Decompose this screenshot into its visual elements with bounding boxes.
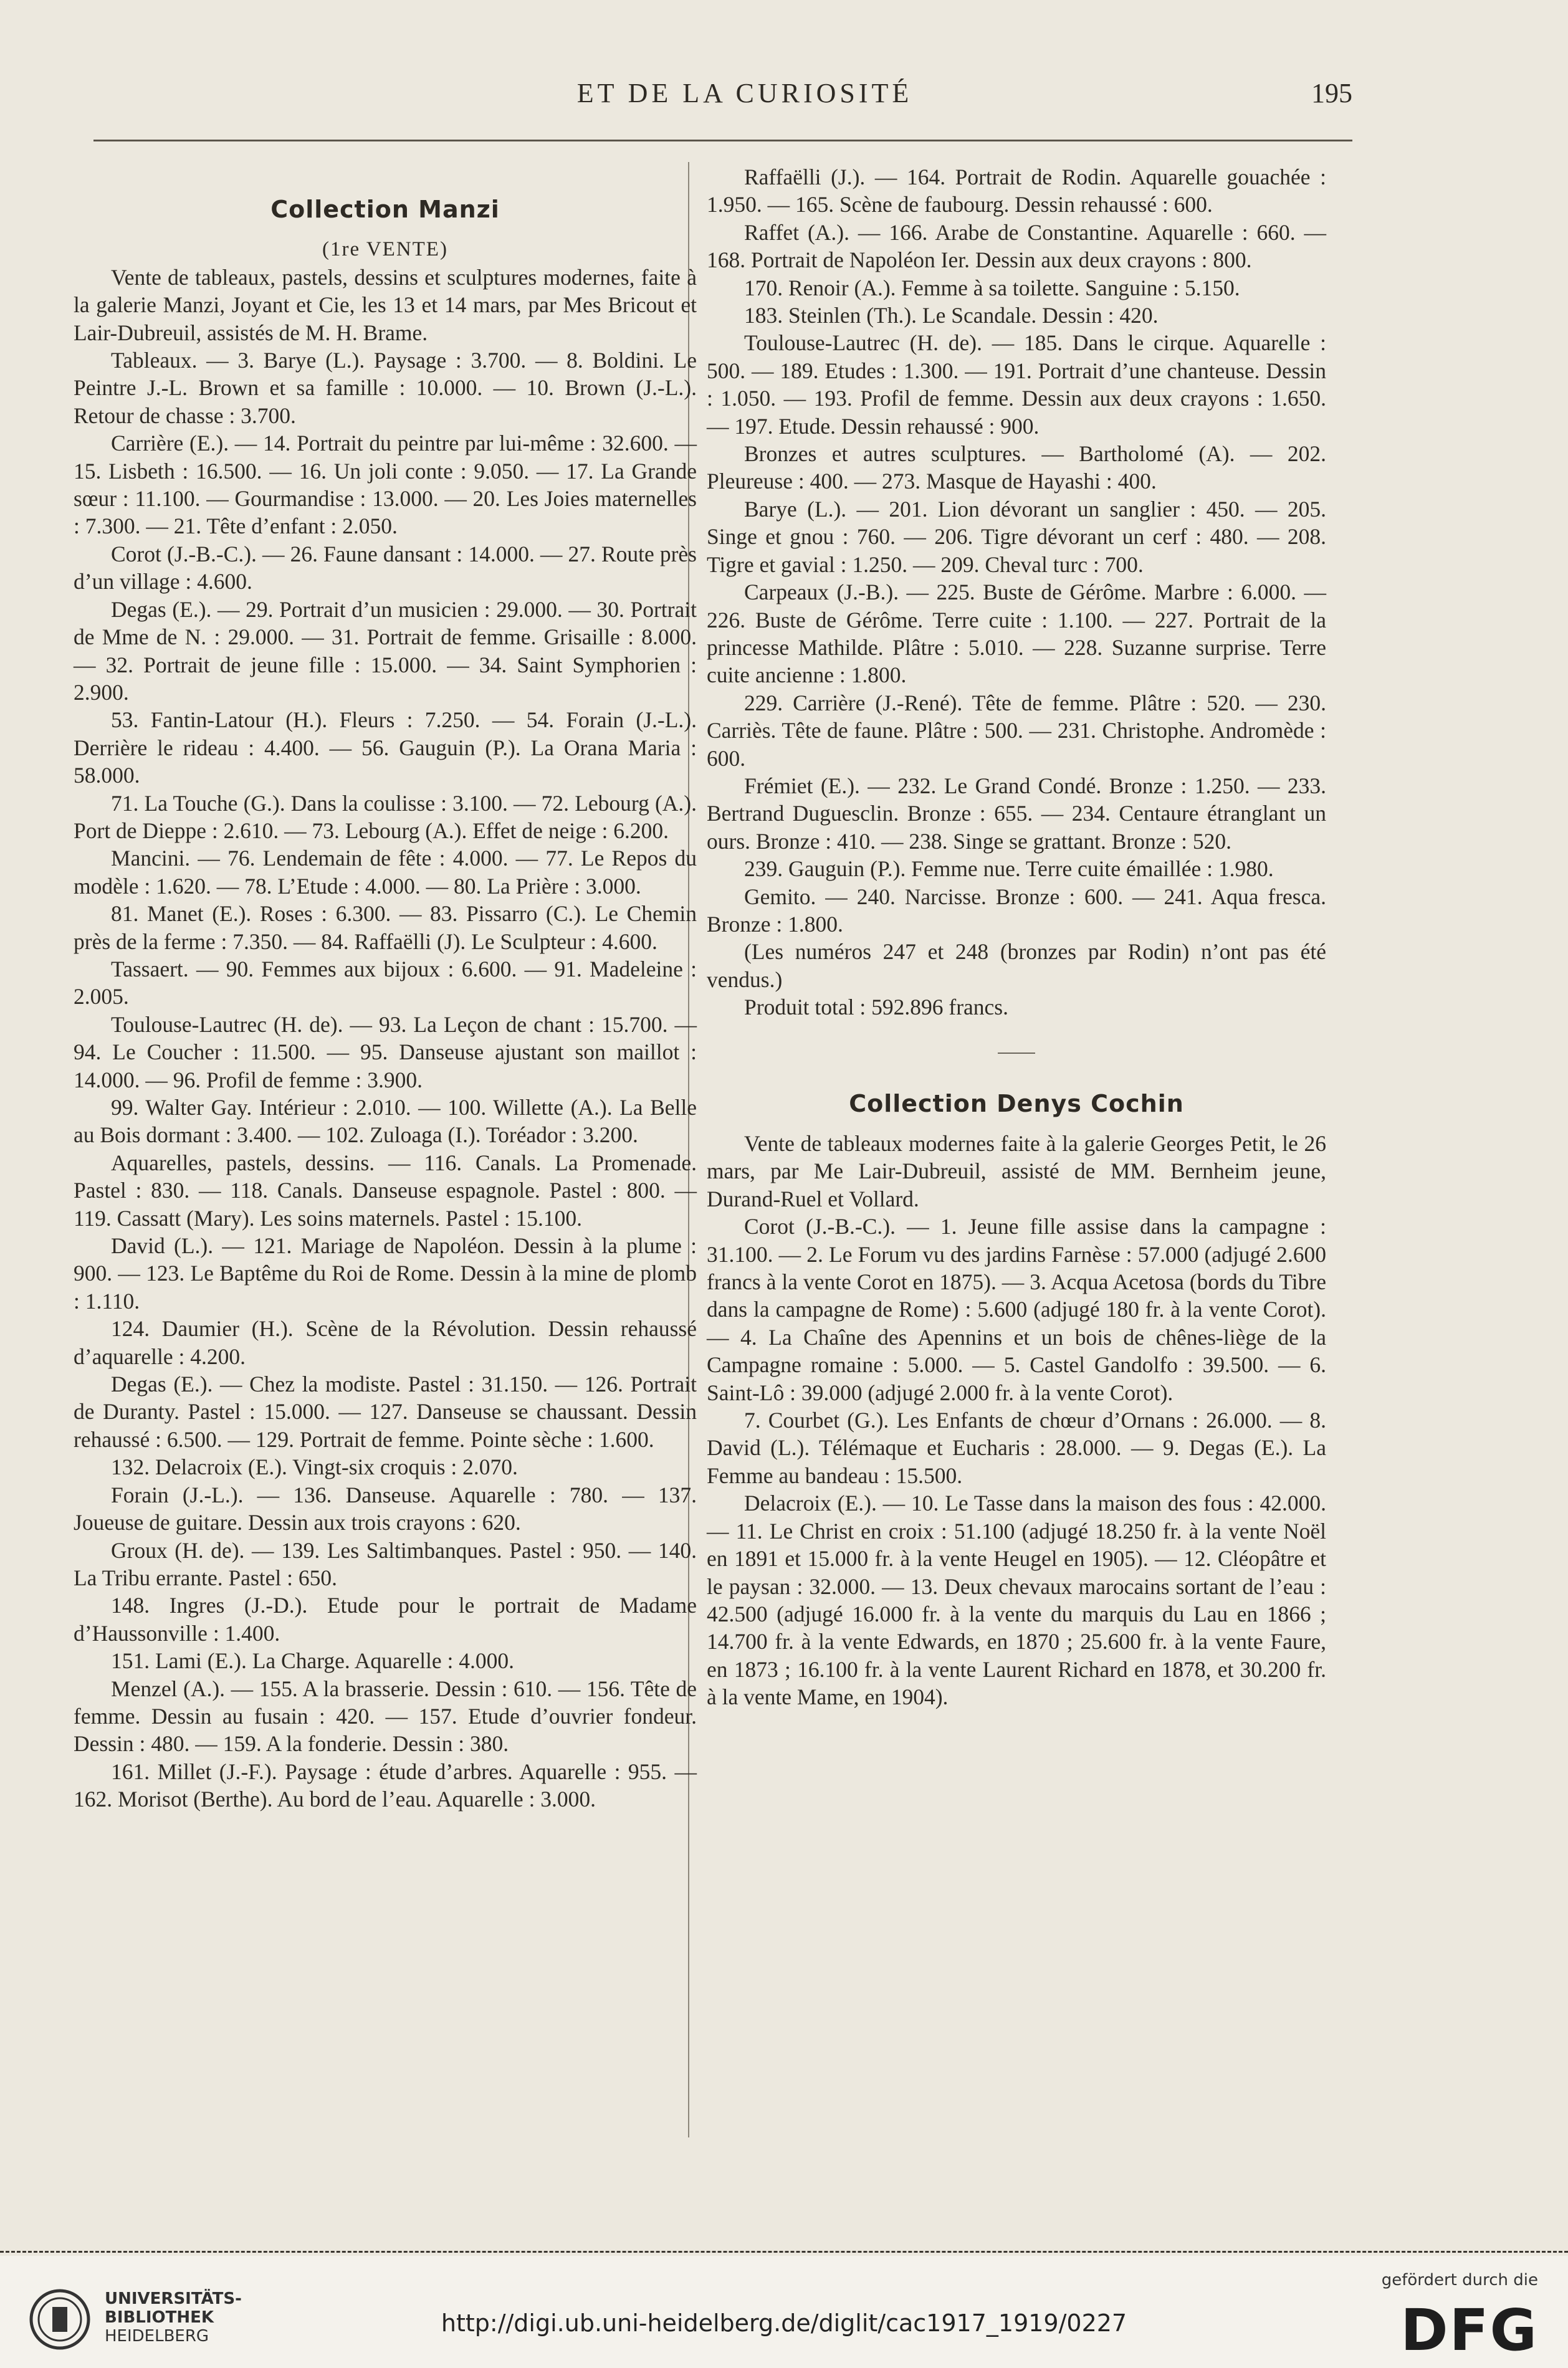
paragraph: Bronzes et autres sculptures. — Bartholomé (A). — 202. Pleureuse : 400. — 273. Masque de Hayashi : 400.	[707, 441, 1326, 494]
paragraph: Carrière (E.). — 14. Portrait du peintre par lui-même : 32.600. — 15. Lisbeth : 16.500. — 16. Un joli conte : 9.050. — 17. La Grande sœur : 11.100. — Gourmandise : 13.000. — 20. Les Joies maternelles : 7.300. — 21. Tête d’enfant : 2.050.	[74, 431, 697, 539]
paragraph: Mancini. — 76. Lendemain de fête : 4.000. — 77. Le Repos du modèle : 1.620. — 78. L’Etude : 4.000. — 80. La Prière : 3.000.	[74, 846, 697, 899]
paragraph: Groux (H. de). — 139. Les Saltimbanques. Pastel : 950. — 140. La Tribu errante. Pastel : 650.	[74, 1537, 697, 1590]
paragraph: 183. Steinlen (Th.). Le Scandale. Dessin : 420.	[744, 303, 1159, 328]
paragraph: (Les numéros 247 et 248 (bronzes par Rodin) n’ont pas été vendus.)	[707, 939, 1326, 992]
paragraph: Produit total : 592.896 francs.	[744, 995, 1008, 1020]
paragraph: 124. Daumier (H.). Scène de la Révolution. Dessin rehaussé d’aquarelle : 4.200.	[74, 1316, 697, 1369]
paragraph: Vente de tableaux modernes faite à la galerie Georges Petit, le 26 mars, par Me Lair-Dubreuil, assisté de MM. Bernheim jeune, Durand-Ruel et Vollard.	[707, 1131, 1326, 1211]
paragraph: 53. Fantin-Latour (H.). Fleurs : 7.250. — 54. Forain (J.-L.). Derrière le rideau : 4.400. — 56. Gauguin (P.). La Orana Maria : 58.000.	[74, 707, 697, 788]
paragraph: David (L.). — 121. Mariage de Napoléon. Dessin à la plume : 900. — 123. Le Baptême du Roi de Rome. Dessin à la mine de plomb : 1.110.	[74, 1233, 697, 1314]
footer	[0, 2256, 1568, 2368]
right-column	[707, 163, 1326, 1711]
left-column	[74, 163, 697, 1813]
paragraph: Degas (E.). — Chez la modiste. Pastel : 31.150. — 126. Portrait de Duranty. Pastel : 15.000. — 127. Danseuse se chaussant. Dessin rehaussé : 6.500. — 129. Portrait de femme. Pointe sèche : 1.600.	[74, 1372, 697, 1452]
paragraph: Toulouse-Lautrec (H. de). — 93. La Leçon de chant : 15.700. — 94. Le Coucher : 11.500. — 95. Danseuse ajustant son maillot : 14.000. — 96. Profil de femme : 3.900.	[74, 1011, 697, 1092]
paragraph: 132. Delacroix (E.). Vingt-six croquis : 2.070.	[111, 1454, 518, 1480]
paragraph: Forain (J.-L.). — 136. Danseuse. Aquarelle : 780. — 137. Joueuse de guitare. Dessin aux trois crayons : 620.	[74, 1482, 697, 1535]
page-number: 195	[1311, 78, 1352, 108]
paragraph: Raffaëlli (J.). — 164. Portrait de Rodin. Aquarelle gouachée : 1.950. — 165. Scène de faubourg. Dessin rehaussé : 600.	[707, 165, 1326, 217]
library-line-2: BIBLIOTHEK	[105, 2308, 214, 2327]
paragraph: 148. Ingres (J.-D.). Etude pour le portrait de Madame d’Haussonville : 1.400.	[74, 1593, 697, 1646]
paragraph: 99. Walter Gay. Intérieur : 2.010. — 100. Willette (A.). La Belle au Bois dormant : 3.400. — 102. Zuloaga (I.). Toréador : 3.200.	[74, 1095, 697, 1148]
paragraph: Corot (J.-B.-C.). — 26. Faune dansant : 14.000. — 27. Route près d’un village : 4.600.	[74, 541, 697, 594]
paragraph: 81. Manet (E.). Roses : 6.300. — 83. Pissarro (C.). Le Chemin près de la ferme : 7.350. — 84. Raffaëlli (J). Le Sculpteur : 4.600.	[74, 901, 697, 954]
paragraph: Corot (J.-B.-C.). — 1. Jeune fille assise dans la campagne : 31.100. — 2. Le Forum vu des jardins Farnèse : 57.000 (adjugé 2.600 francs à la vente Corot en 1875). — 3. Acqua Acetosa (bords du Tibre dans la campagne de Rome) : 5.600 (adjugé 180 fr. à la vente Corot). — 4. La Chaîne des Apennins et un bois de chênes-liège de la Campagne romaine : 5.000. — 5. Castel Gandolfo : 39.500. — 6. Saint-Lô : 39.000 (adjugé 2.000 fr. à la vente Corot).	[707, 1214, 1326, 1405]
section-heading: Collection Denys Cochin	[849, 1089, 1184, 1117]
paragraph: Menzel (A.). — 155. A la brasserie. Dessin : 610. — 156. Tête de femme. Dessin au fusain : 420. — 157. Etude d’ouvrier fondeur. Dessin : 480. — 159. A la fonderie. Dessin : 380.	[74, 1676, 697, 1757]
paragraph: Gemito. — 240. Narcisse. Bronze : 600. — 241. Aqua fresca. Bronze : 1.800.	[707, 884, 1326, 937]
paragraph: 170. Renoir (A.). Femme à sa toilette. Sanguine : 5.150.	[744, 275, 1240, 300]
paragraph: Raffet (A.). — 166. Arabe de Constantine. Aquarelle : 660. — 168. Portrait de Napoléon Ier. Dessin aux deux crayons : 800.	[707, 219, 1326, 273]
paragraph: Toulouse-Lautrec (H. de). — 185. Dans le cirque. Aquarelle : 500. — 189. Etudes : 1.300. — 191. Portrait d’une chanteuse. Dessin : 1.050. — 193. Profil de femme. Dessin aux deux crayons : 1.650. — 197. Etude. Dessin rehaussé : 900.	[707, 330, 1326, 439]
footer-rule	[0, 2251, 1568, 2253]
paragraph: Delacroix (E.). — 10. Le Tasse dans la maison des fous : 42.000. — 11. Le Christ en croix : 51.100 (adjugé 18.250 fr. à la vente Noël en 1891 et 15.000 fr. à la vente Heugel en 1905). — 12. Cléopâtre et le paysan : 32.000. — 13. Deux chevaux marocains sortant de l’eau : 42.500 (adjugé 16.000 fr. à la vente du marquis du Lau en 1866 ; 14.700 fr. à la vente Edwards, en 1870 ; 25.600 fr. à la vente Faure, en 1873 ; 16.100 fr. à la vente Laurent Richard en 1878, et 30.200 fr. à la vente Mame, en 1904).	[707, 1491, 1326, 1710]
source-url[interactable]: http://digi.ub.uni-heidelberg.de/diglit/cac1917_1919/0227	[441, 2309, 1127, 2337]
running-title: ET DE LA CURIOSITÉ	[576, 78, 913, 108]
paragraph: Barye (L.). — 201. Lion dévorant un sanglier : 450. — 205. Singe et gnou : 760. — 206. Tigre dévorant un cerf : 480. — 208. Tigre et gavial : 1.250. — 209. Cheval turc : 700.	[707, 496, 1326, 577]
library-line-1: UNIVERSITÄTS-	[105, 2289, 242, 2308]
paragraph: Tableaux. — 3. Barye (L.). Paysage : 3.700. — 8. Boldini. Le Peintre J.-L. Brown et sa famille : 10.000. — 10. Brown (J.-L.). Retour de chasse : 3.700.	[74, 348, 697, 428]
paragraph: Aquarelles, pastels, dessins. — 116. Canals. La Promenade. Pastel : 830. — 118. Canals. Danseuse espagnole. Pastel : 800. — 119. Cassatt (Mary). Les soins maternels. Pastel : 15.100.	[74, 1150, 697, 1231]
page-header	[137, 77, 1352, 115]
funding-caption: gefördert durch die	[1381, 2271, 1538, 2289]
paragraph: 7. Courbet (G.). Les Enfants de chœur d’Ornans : 26.000. — 8. David (L.). Télémaque et Eucharis : 28.000. — 9. Degas (E.). La Femme au bandeau : 15.500.	[707, 1408, 1326, 1488]
paragraph: 151. Lami (E.). La Charge. Aquarelle : 4.000.	[111, 1648, 515, 1674]
paragraph: 161. Millet (J.-F.). Paysage : étude d’arbres. Aquarelle : 955. — 162. Morisot (Berthe). Au bord de l’eau. Aquarelle : 3.000.	[74, 1759, 697, 1812]
paragraph: Tassaert. — 90. Femmes aux bijoux : 6.600. — 91. Madeleine : 2.005.	[74, 956, 697, 1010]
library-line-3: HEIDELBERG	[105, 2327, 209, 2346]
paragraph: 229. Carrière (J.-René). Tête de femme. Plâtre : 520. — 230. Carriès. Tête de faune. Plâtre : 500. — 231. Christophe. Andromède : 600.	[707, 690, 1326, 771]
section-subheading: (1re VENTE)	[322, 238, 448, 261]
paragraph: 239. Gauguin (P.). Femme nue. Terre cuite émaillée : 1.980.	[744, 856, 1274, 882]
paragraph: 71. La Touche (G.). Dans la coulisse : 3.100. — 72. Lebourg (A.). Port de Dieppe : 2.610. — 73. Lebourg (A.). Effet de neige : 6.200.	[74, 790, 697, 843]
dfg-logo: DFG	[1400, 2297, 1538, 2364]
paragraph: Degas (E.). — 29. Portrait d’un musicien : 29.000. — 30. Portrait de Mme de N. : 29.000. — 31. Portrait de femme. Grisaille : 8.000. — 32. Portrait de jeune fille : 15.000. — 34. Saint Symphorien : 2.900.	[74, 596, 697, 705]
paragraph: Carpeaux (J.-B.). — 225. Buste de Gérôme. Marbre : 6.000. — 226. Buste de Gérôme. Terre cuite : 1.100. — 227. Portrait de la princesse Mathilde. Plâtre : 5.010. — 228. Suzanne surprise. Terre cuite ancienne : 1.800.	[707, 580, 1326, 688]
paragraph: Vente de tableaux, pastels, dessins et sculptures modernes, faite à la galerie Manzi, Joyant et Cie, les 13 et 14 mars, par Mes Bricout et Lair-Dubreuil, assistés de M. H. Brame.	[74, 264, 697, 345]
header-rule	[93, 140, 1352, 141]
paragraph: Frémiet (E.). — 232. Le Grand Condé. Bronze : 1.250. — 233. Bertrand Duguesclin. Bronze : 655. — 234. Centaure étranglant un ours. Bronze : 410. — 238. Singe se grattant. Bronze : 520.	[707, 773, 1326, 854]
section-heading: Collection Manzi	[270, 196, 500, 223]
section-separator	[998, 1053, 1035, 1054]
